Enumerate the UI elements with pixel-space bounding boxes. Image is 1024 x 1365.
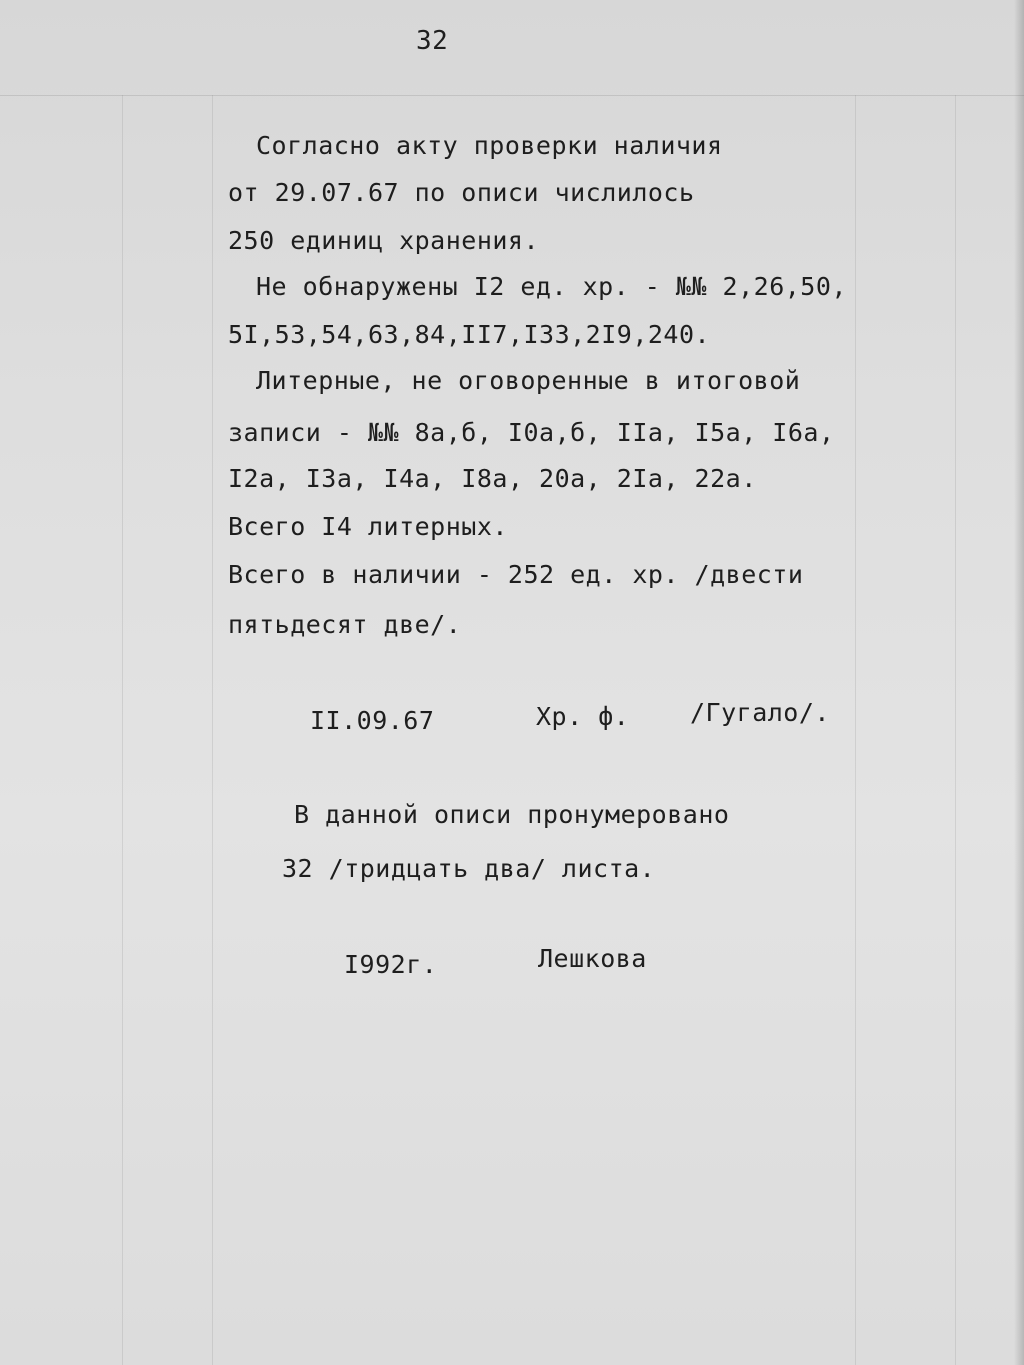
body-line: Всего в наличии - 252 ед. хр. /двести bbox=[228, 560, 804, 589]
body-line: 250 единиц хранения. bbox=[228, 226, 540, 255]
ruled-column-line bbox=[955, 95, 956, 1365]
body-line: I2а, I3а, I4а, I8а, 20а, 2Iа, 22а. bbox=[228, 464, 757, 493]
body-line: Согласно акту проверки наличия bbox=[256, 131, 723, 160]
ruled-column-line bbox=[855, 95, 856, 1365]
ruled-column-line bbox=[122, 95, 123, 1365]
note-line: 32 /тридцать два/ листа. bbox=[282, 854, 656, 883]
body-line: Всего I4 литерных. bbox=[228, 512, 508, 541]
note-line: В данной описи пронумеровано bbox=[294, 800, 730, 829]
signature-name: /Гугало/. bbox=[690, 698, 830, 727]
body-line: 5I,53,54,63,84,II7,I33,2I9,240. bbox=[228, 320, 711, 349]
body-line: записи - №№ 8а,б, I0а,б, IIа, I5а, I6а, bbox=[228, 418, 835, 447]
footer-year: I992г. bbox=[344, 950, 438, 979]
signature-date: II.09.67 bbox=[310, 706, 435, 735]
page-edge-shadow bbox=[1014, 0, 1024, 1365]
body-line: от 29.07.67 по описи числилось bbox=[228, 178, 695, 207]
signature-role: Хр. ф. bbox=[536, 702, 630, 731]
body-line: пятьдесят две/. bbox=[228, 610, 462, 639]
body-line: Литерные, не оговоренные в итоговой bbox=[256, 366, 801, 395]
ruled-line bbox=[0, 95, 1024, 96]
page-number: 32 bbox=[416, 26, 449, 56]
body-line: Не обнаружены I2 ед. хр. - №№ 2,26,50, bbox=[256, 272, 847, 301]
ruled-column-line bbox=[212, 95, 213, 1365]
footer-name: Лешкова bbox=[538, 944, 647, 973]
